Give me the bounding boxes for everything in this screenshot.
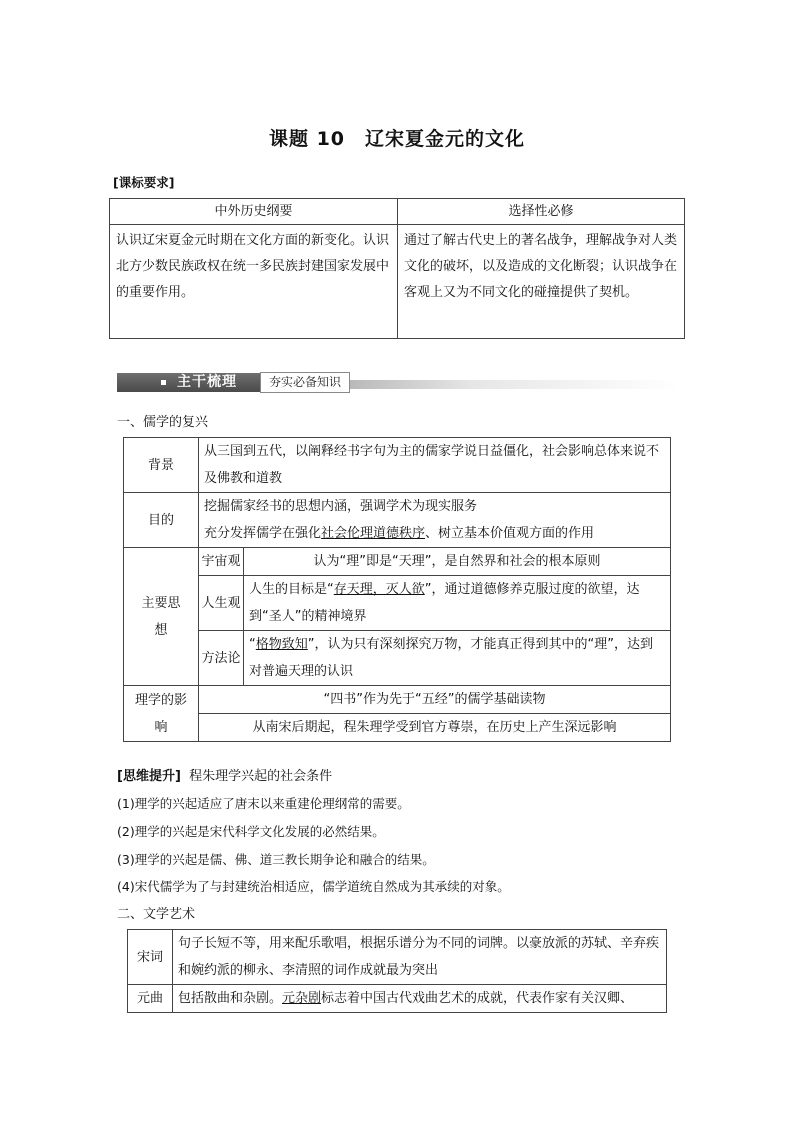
subrow-text-cosmos: 认为“理”即是“天理”，是自然界和社会的根本原则 <box>244 548 671 576</box>
row-label-songci: 宋词 <box>128 930 173 985</box>
row-label-background: 背景 <box>124 438 199 493</box>
standards-text-elective: 通过了解古代史上的著名战争，理解战争对人类文化的破坏，以及造成的文化断裂；认识战争在客观上又为不同文化的碰撞提供了契机。 <box>398 225 685 339</box>
thinking-point: (4)宋代儒学为了与封建统治相适应，儒学道统自然成为其承续的对象。 <box>117 879 510 894</box>
literature-art-table <box>127 929 667 1013</box>
thinking-point: (3)理学的兴起是儒、佛、道三教长期争论和融合的结果。 <box>117 852 435 867</box>
curriculum-requirements-tag: [课标要求] <box>113 175 175 190</box>
row-label-main-thought: 主要思想 <box>124 548 199 686</box>
subrow-text-life: 人生的目标是“存天理，灭人欲”，通过道德修养克服过度的欲望，达到“圣人”的精神境界 <box>244 576 671 631</box>
section1-heading: 一、儒学的复兴 <box>117 415 209 430</box>
row-text-background: 从三国到五代，以阐释经书字句为主的儒家学说日益僵化，社会影响总体来说不及佛教和道教 <box>199 438 671 493</box>
row-text-purpose: 挖掘儒家经书的思想内涵，强调学术为现实服务 充分发挥儒学在强化社会伦理道德秩序、树立基本价值观方面的作用 <box>199 493 671 548</box>
standards-header-elective: 选择性必修 <box>398 199 685 225</box>
row-text-songci: 句子长短不等，用来配乐歌唱，根据乐谱分为不同的词牌。以豪放派的苏轼、辛弃疾和婉约派的柳永、李清照的词作成就最为突出 <box>173 930 667 985</box>
subrow-label-life: 人生观 <box>199 576 244 631</box>
bullet-square-icon <box>161 380 166 385</box>
row-label-influence: 理学的影响 <box>124 686 199 742</box>
thinking-point: (2)理学的兴起是宋代科学文化发展的必然结果。 <box>117 824 385 839</box>
confucian-revival-table <box>123 437 671 742</box>
thinking-title: 程朱理学兴起的社会条件 <box>189 769 333 784</box>
curriculum-standards-table <box>109 198 685 339</box>
thinking-point: (1)理学的兴起适应了唐末以来重建伦理纲常的需要。 <box>117 796 410 811</box>
subrow-label-method: 方法论 <box>199 631 244 686</box>
row-label-purpose: 目的 <box>124 493 199 548</box>
thinking-heading <box>117 765 332 784</box>
subrow-label-cosmos: 宇宙观 <box>199 548 244 576</box>
influence-text-2: 从南宋后期起，程朱理学受到官方尊崇，在历史上产生深远影响 <box>199 714 671 742</box>
standards-header-outline: 中外历史纲要 <box>110 199 398 225</box>
banner-sublabel: 夯实必备知识 <box>260 372 350 393</box>
influence-text-1: “四书”作为先于“五经”的儒学基础读物 <box>199 686 671 714</box>
banner-label: 主干梳理 <box>177 374 237 390</box>
row-text-yuanqu: 包括散曲和杂剧。元杂剧标志着中国古代戏曲艺术的成就，代表作家有关汉卿、 <box>173 985 667 1013</box>
subrow-text-method: “格物致知”，认为只有深刻探究万物，才能真正得到其中的“理”，达到对普遍天理的认识 <box>244 631 671 686</box>
section2-heading: 二、文学艺术 <box>117 907 196 922</box>
page-title: 课题 10 辽宋夏金元的文化 <box>268 128 526 150</box>
standards-text-outline: 认识辽宋夏金元时期在文化方面的新变化。认识北方少数民族政权在统一多民族封建国家发展中的重要作用。 <box>110 225 398 339</box>
section-banner <box>117 371 679 393</box>
thinking-tag: [思维提升] <box>117 769 181 784</box>
row-label-yuanqu: 元曲 <box>128 985 173 1013</box>
